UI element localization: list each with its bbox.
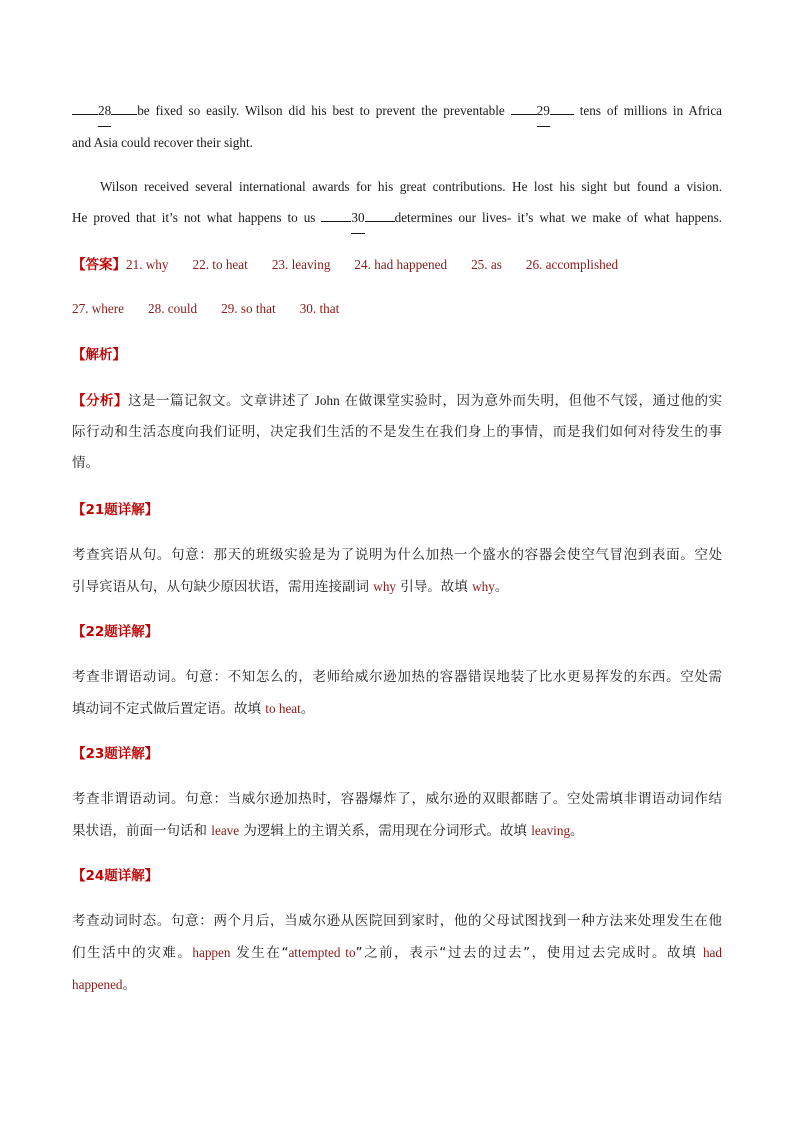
passage-paragraph-2: [72, 171, 722, 234]
passage-text: He proved that it’s not what happens to us: [72, 210, 316, 225]
q21-keyword: why: [472, 579, 495, 594]
analysis-text: 在做课堂实验时，因为意外而失明，但他不气馁，通过他的实: [339, 393, 722, 409]
answer-item: 29. so that: [221, 301, 276, 316]
q21-text: 引导。故填: [396, 579, 473, 595]
q24-keyword: attempted to: [288, 945, 356, 960]
answer-item: 30. that: [299, 301, 340, 316]
q24-text: 们生活中的灾难。: [72, 945, 193, 961]
passage-text: tens of millions in Africa: [579, 103, 723, 118]
q23-text: 为逻辑上的主谓关系，需用现在分词形式。故填: [239, 823, 532, 839]
q24-keyword: had: [702, 945, 722, 960]
analysis-name: John: [314, 393, 340, 408]
passage-line: Wilson received several international awards for his great contributions. He lost his sight but found a vision.: [100, 179, 722, 194]
q24-title: 【24题详解】: [72, 868, 159, 884]
analysis-paragraph: [72, 385, 722, 479]
q21-text: 引导宾语从句，从句缺少原因状语，需用连接副词: [72, 579, 374, 595]
q24-line: [72, 937, 722, 969]
blank-line: [321, 221, 351, 222]
q21-keyword: why: [373, 579, 397, 594]
q23-heading: [72, 744, 722, 764]
answer-item: 25. as: [471, 257, 502, 272]
q22-heading: [72, 622, 722, 642]
q22-text: 填动词不定式做后置定语。故填: [72, 701, 266, 717]
q23-line: [72, 815, 722, 847]
blank-line: [111, 114, 137, 115]
q21-title: 【21题详解】: [72, 502, 159, 518]
blank-line: [365, 221, 395, 222]
q24-explanation: [72, 906, 722, 1001]
q24-keyword: happened: [72, 977, 123, 992]
analysis-text: 这是一篇记叙文。文章讲述了: [128, 393, 315, 409]
answer-item: 22. to heat: [192, 257, 248, 272]
q24-text: ”之前，表示“过去的过去”，使用过去完成时。故填: [355, 945, 703, 961]
blank-28: 28: [98, 95, 111, 127]
blank-line: [550, 114, 574, 115]
answer-item: 26. accomplished: [525, 257, 619, 272]
answer-item: 28. could: [148, 301, 198, 316]
answer-item: 23. leaving: [271, 257, 331, 272]
q21-text: 。: [494, 579, 509, 595]
answer-row-1: [72, 243, 722, 287]
answer-item: 24. had happened: [354, 257, 448, 272]
answer-section: [72, 243, 722, 331]
answer-label: 【答案】: [72, 257, 126, 273]
q21-line: 考查宾语从句。句意：那天的班级实验是为了说明为什么加热一个盛水的容器会使空气冒泡到表面。空处: [72, 547, 722, 563]
q23-text: 。: [570, 823, 584, 839]
q23-explanation: [72, 784, 722, 847]
q23-keyword: leaving: [531, 823, 571, 838]
blank-30: 30: [351, 202, 364, 234]
blank-line: [511, 114, 537, 115]
passage-paragraph-1: [72, 95, 722, 158]
answer-item: 21. why: [126, 257, 169, 272]
analysis-text: 情。: [72, 455, 99, 471]
analysis-heading: [72, 345, 722, 365]
analysis-text: 际行动和生活态度向我们证明，决定我们生活的不是发生在我们身上的事情，而是我们如何对待发生的事: [72, 424, 722, 440]
blank-29: 29: [537, 95, 550, 127]
q24-keyword: happen: [192, 945, 231, 960]
passage-line: and Asia could recover their sight.: [72, 135, 253, 150]
blank-line: [72, 114, 98, 115]
q22-line: [72, 693, 722, 725]
analysis-label: 【解析】: [72, 347, 126, 363]
q24-line: 考查动词时态。句意：两个月后，当威尔逊从医院回到家时，他的父母试图找到一种方法来处理发生在他: [72, 913, 722, 929]
q21-heading: [72, 500, 722, 520]
answer-row-2: [72, 287, 722, 331]
q23-keyword: leave: [211, 823, 240, 838]
q22-keyword: to heat: [265, 701, 301, 716]
q22-title: 【22题详解】: [72, 624, 159, 640]
q24-text: 。: [122, 977, 137, 993]
q24-heading: [72, 866, 722, 886]
q24-line: [72, 969, 722, 1001]
passage-line: [72, 95, 722, 127]
q24-text: 发生在“: [230, 945, 289, 961]
passage-text: be fixed so easily. Wilson did his best to prevent the preventable: [137, 103, 505, 118]
q21-line: [72, 571, 722, 603]
q22-line: 考查非谓语动词。句意：不知怎么的，老师给威尔逊加热的容器错误地装了比水更易挥发的东西。空处需: [72, 669, 722, 685]
q22-text: 。: [300, 701, 315, 717]
q23-text: 果状语，前面一句话和: [72, 823, 212, 839]
q22-explanation: [72, 662, 722, 725]
answer-item: 27. where: [72, 301, 124, 316]
passage-text: determines our lives- it’s what we make of what happens.: [394, 210, 723, 225]
q23-title: 【23题详解】: [72, 746, 159, 762]
q21-explanation: [72, 540, 722, 603]
analysis-sub-label: 【分析】: [72, 393, 128, 409]
passage-line: [72, 202, 722, 234]
q23-line: 考查非谓语动词。句意：当威尔逊加热时，容器爆炸了，威尔逊的双眼都瞎了。空处需填非谓语动词作结: [72, 791, 722, 807]
